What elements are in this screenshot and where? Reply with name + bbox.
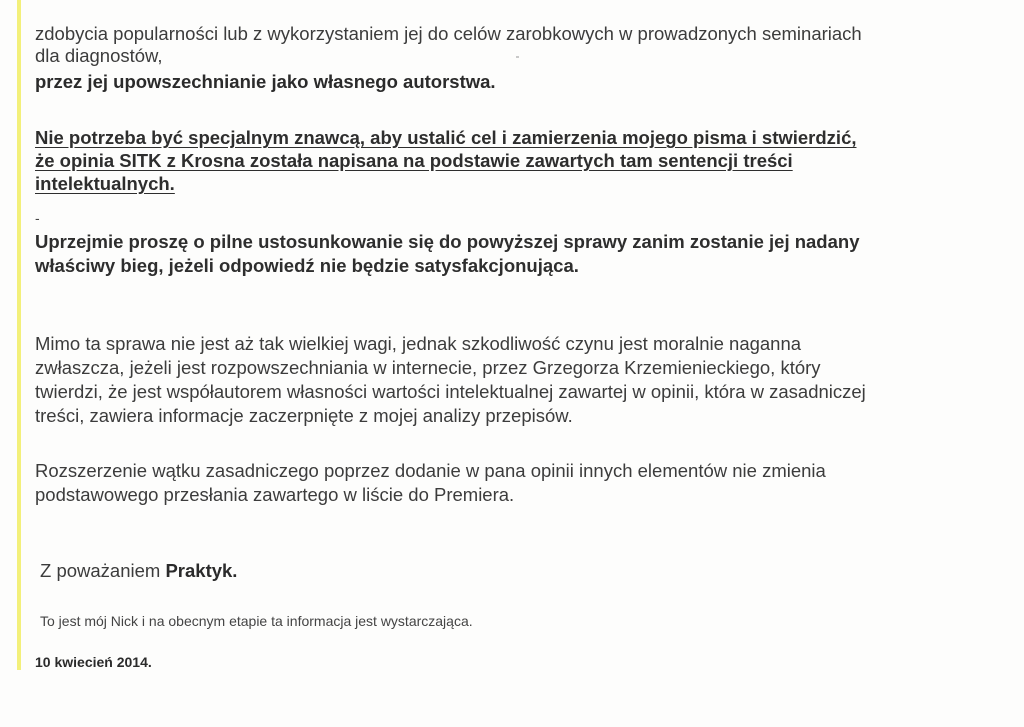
stray-dash: - [35,210,40,226]
paragraph-request [35,230,995,278]
text-line: twierdzi, że jest współautorem własności wartości intelektualnej zawartej w opinii, która w zasadniczej [35,381,866,402]
underlined-text-line: Nie potrzeba być specjalnym znawcą, aby ustalić cel i zamierzenia mojego pisma i stwierdzić, [35,127,857,148]
bold-text-line: przez jej upowszechnianie jako własnego autorstwa. [35,71,496,92]
text-line: zdobycia popularności lub z wykorzystaniem jej do celów zarobkowych w prowadzonych seminariach [35,23,862,44]
paragraph-harm [35,332,995,428]
text-line: zwłaszcza, jeżeli jest rozpowszechniania w internecie, przez Grzegorza Krzemienieckiego, który [35,357,821,378]
signature-name: Praktyk. [165,560,238,581]
bold-text-line: właściwy bieg, jeżeli odpowiedź nie będzie satysfakcjonująca. [35,255,579,276]
paragraph-underlined-statement [35,126,995,195]
underlined-text-line: intelektualnych. [35,173,175,194]
paragraph-extension [35,459,995,507]
text-line: podstawowego przesłania zawartego w liście do Premiera. [35,484,515,505]
signature-line [40,560,237,582]
text-line: Mimo ta sprawa nie jest aż tak wielkiej wagi, jednak szkodliwość czynu jest moralnie naganna [35,333,802,354]
text-line: dla diagnostów, [35,45,163,66]
bold-text-line: Uprzejmie proszę o pilne ustosunkowanie się do powyższej sprawy zanim zostanie jej nadany [35,231,860,252]
text-line: treści, zawiera informacje zaczerpnięte z mojej analizy przepisów. [35,405,573,426]
paragraph-popularity [35,23,995,93]
underlined-text-line: że opinia SITK z Krosna została napisana na podstawie zawartych tam sentencji treści [35,150,793,171]
letter-date: 10 kwiecień 2014. [35,654,152,670]
margin-highlight-bar [17,0,21,670]
nickname-note: To jest mój Nick i na obecnym etapie ta informacja jest wystarczająca. [40,613,473,629]
signature-greeting: Z poważaniem [40,560,161,581]
text-line: Rozszerzenie wątku zasadniczego poprzez dodanie w pana opinii innych elementów nie zmienia [35,460,826,481]
